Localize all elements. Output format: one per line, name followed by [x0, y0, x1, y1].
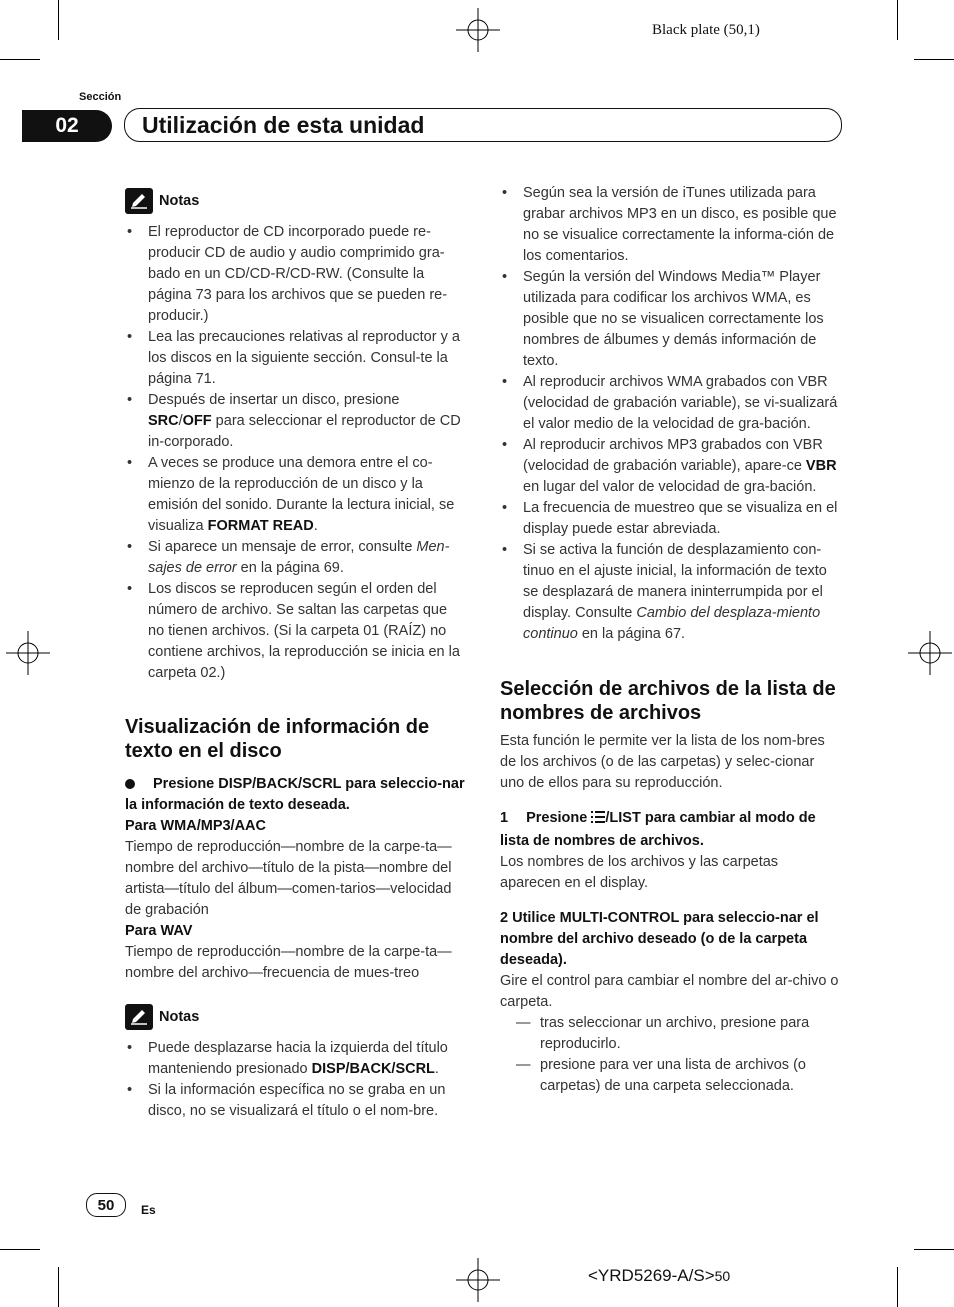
notes-list — [125, 1038, 467, 1122]
list-item: • Si aparece un mensaje de error, consulte Men-sajes de error en la página 69. — [125, 537, 467, 579]
section-label: Sección — [79, 91, 122, 103]
list-item: • Al reproducir archivos MP3 grabados con VBR (velocidad de grabación variable), apare-ce VBR en lugar del valor de velocidad de gra-bación. — [500, 435, 842, 498]
crop-mark — [897, 1267, 898, 1307]
registration-mark-icon — [6, 631, 50, 675]
dash-item: — tras seleccionar un archivo, presione para reproducirlo. — [500, 1013, 842, 1055]
plate-label: Black plate (50,1) — [652, 22, 760, 38]
registration-mark-icon — [456, 8, 500, 52]
right-column — [500, 183, 842, 1097]
registration-mark-icon — [908, 631, 952, 675]
notes-list — [500, 183, 842, 645]
list-item: • El reproductor de CD incorporado puede re-producir CD de audio y audio comprimido gra-bado en un CD/CD-R/CD-RW. (Consulte la página 73 para los archivos que se pueden re-producir.) — [125, 222, 467, 327]
crop-mark — [58, 1267, 59, 1307]
heading-visualizacion: Visualización de información de texto en el disco — [125, 716, 430, 762]
step-text: Presione DISP/BACK/SCRL para seleccio-nar la información de texto deseada. — [125, 776, 465, 813]
list-item: • A veces se produce una demora entre el co-mienzo de la reproducción de un disco y la emisión del sonido. Durante la lectura inicial, se visualiza FORMAT READ. — [125, 453, 467, 537]
list-item: • Según la versión del Windows Media™ Player utilizada para codificar los archivos WMA, es posible que no se visualicen correctamente los nombres de álbumes y demás información de texto. — [500, 267, 842, 372]
crop-mark — [897, 0, 898, 40]
list-item: • Puede desplazarse hacia la izquierda del título manteniendo presionado DISP/BACK/SCRL. — [125, 1038, 467, 1080]
dash-item: — presione para ver una lista de archivos (o carpetas) de una carpeta seleccionada. — [500, 1055, 842, 1097]
crop-mark — [0, 1249, 40, 1250]
step-text: Presione — [526, 810, 592, 826]
code-text: <YRD5269-A/S> — [588, 1266, 715, 1285]
list-item: • Si se activa la función de desplazamiento con-tinuo en el ajuste inicial, la información de texto se desplazará de manera ininterrumpida por el display. Consulte Cambio del desplaza-miento continuo en la página 67. — [500, 540, 842, 645]
language-code: Es — [141, 1203, 156, 1217]
select-intro: Esta función le permite ver la lista de los nom-bres de los archivos (o de las carpetas) y selec-cionar uno de ellos para su reproducción. — [500, 733, 825, 791]
step-1 — [500, 808, 842, 852]
list-item: • Lea las precauciones relativas al reproductor y a los discos en la siguiente sección. Consul-te la página 71. — [125, 327, 467, 390]
page-number: 50 — [86, 1193, 126, 1217]
para-wma-text: Tiempo de reproducción—nombre de la carpe-ta—nombre del archivo—título de la pista—nombre del artista—título del álbum—comen-tarios—velocidad de grabación — [125, 839, 452, 918]
para-wav-label: Para WAV — [125, 923, 193, 939]
step-text: /LIST para cambiar al modo de lista de nombres de archivos. — [500, 810, 816, 849]
list-item: • Los discos se reproducen según el orden del número de archivo. Se saltan las carpetas que no tienen archivos. (Si la carpeta 01 (RAÍZ) no contiene archivos, la reproducción se inicia en la carpeta 02.) — [125, 579, 467, 684]
section-title: Utilización de esta unidad — [142, 112, 425, 138]
notes-list — [125, 222, 467, 684]
section-number: 02 — [22, 110, 112, 142]
crop-mark — [914, 1249, 954, 1250]
para-wma-label: Para WMA/MP3/AAC — [125, 818, 266, 834]
left-column — [125, 188, 467, 1122]
code-page: 50 — [714, 1268, 731, 1284]
note-pencil-icon — [125, 1004, 153, 1030]
step-2: 2 Utilice MULTI-CONTROL para seleccio-nar el nombre del archivo deseado (o de la carpeta deseada). — [500, 910, 819, 968]
crop-mark — [914, 59, 954, 60]
crop-mark — [58, 0, 59, 40]
notes-title: Notas — [159, 1008, 200, 1025]
list-item: • Después de insertar un disco, presione SRC/OFF para seleccionar el reproductor de CD in-corporado. — [125, 390, 467, 453]
para-wav-text: Tiempo de reproducción—nombre de la carpe-ta—nombre del archivo—frecuencia de mues-treo — [125, 944, 452, 981]
registration-mark-icon — [456, 1258, 500, 1302]
bullet-dot-icon — [125, 779, 135, 789]
document-code — [588, 1266, 730, 1286]
step-instruction — [125, 774, 467, 816]
list-item: • Según sea la versión de iTunes utilizada para grabar archivos MP3 en un disco, es posible que no se visualice correctamente la informa-ción de los comentarios. — [500, 183, 842, 267]
notes-title: Notas — [159, 192, 200, 209]
list-item: • Al reproducir archivos WMA grabados con VBR (velocidad de grabación variable), se vi-sualizará el valor medio de la velocidad de gra-bación. — [500, 372, 842, 435]
notes-heading — [125, 1004, 467, 1030]
dash-list — [500, 1013, 842, 1097]
list-item: • Si la información específica no se graba en un disco, no se visualizará el título o el nom-bre. — [125, 1080, 467, 1122]
list-icon — [591, 810, 605, 831]
list-item: • La frecuencia de muestreo que se visualiza en el display puede estar abreviada. — [500, 498, 842, 540]
step-1-text: Los nombres de los archivos y las carpetas aparecen en el display. — [500, 854, 779, 891]
heading-seleccion: Selección de archivos de la lista de nombres de archivos — [500, 678, 836, 724]
notes-heading — [125, 188, 467, 214]
note-pencil-icon — [125, 188, 153, 214]
step-number: 1 — [500, 810, 509, 826]
step-2-text: Gire el control para cambiar el nombre del ar-chivo o carpeta. — [500, 973, 839, 1010]
crop-mark — [0, 59, 40, 60]
